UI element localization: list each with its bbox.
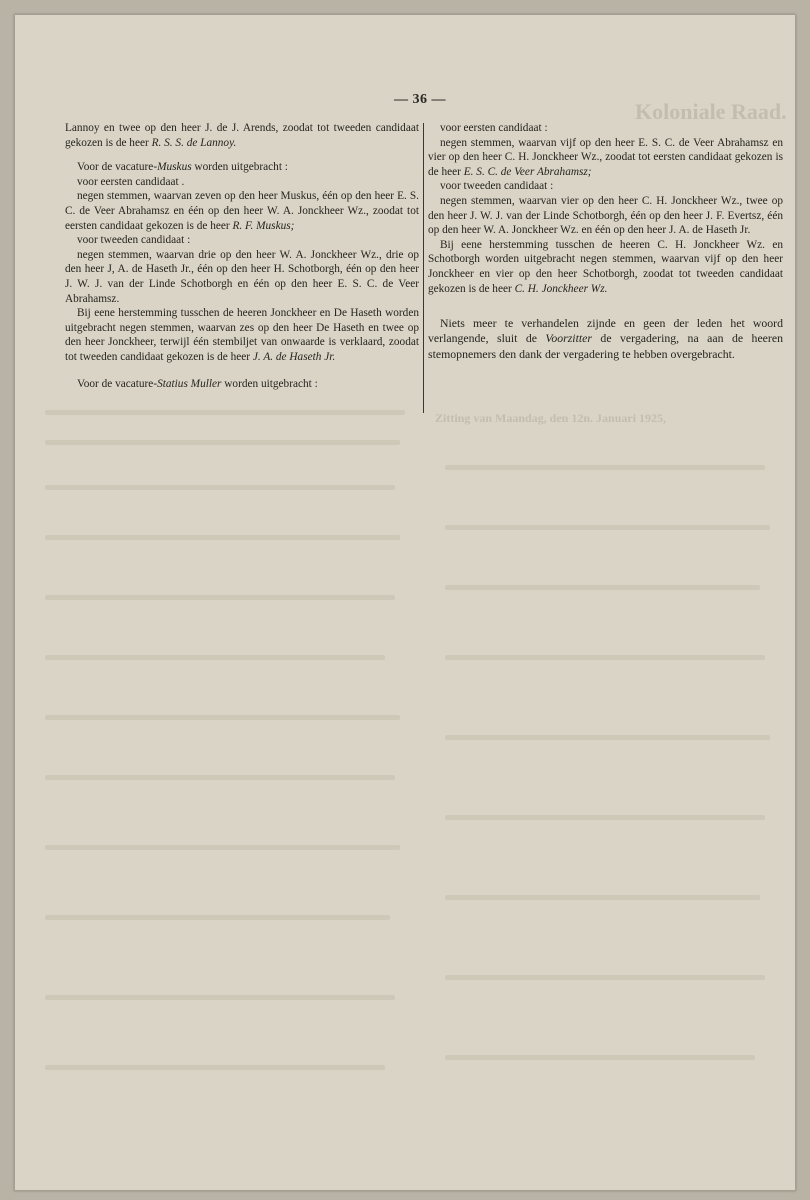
bleed-line	[45, 995, 395, 1000]
paragraph-closing: Niets meer te verhandelen zijnde en geen der leden het woord verlangende, sluit de Voorzitter de vergadering, na aan de heeren stemopnemers den dank der vergadering te hebben overgebracht.	[428, 316, 783, 361]
bleed-line	[45, 410, 405, 415]
bleed-line	[45, 485, 395, 490]
document-page	[14, 14, 796, 1191]
bleed-line	[45, 715, 400, 720]
bleed-line	[445, 585, 760, 590]
paragraph-muskus-votes: negen stemmen, waarvan zeven op den heer Muskus, één op den heer E. S. C. de Veer Abrahamsz en één op den heer W. A. Jonckheer Wz., zoodat tot eersten candidaat gekozen is de heer R. F. Muskus;	[65, 190, 419, 232]
page-number: — 36 —	[394, 92, 446, 107]
right-column	[428, 121, 783, 362]
left-column	[65, 121, 419, 391]
bleed-line	[445, 735, 770, 740]
bleed-line	[45, 440, 400, 445]
paragraph-vacature-statius-muller: Voor de vacature-Statius Muller worden uitgebracht :	[77, 377, 318, 390]
bleed-line	[445, 525, 770, 530]
paragraph-second-candidate-votes: negen stemmen, waarvan drie op den heer W. A. Jonckheer Wz., drie op den heer J, A. de Haseth Jr., één op den heer H. Schotborgh, één op den heer J. W. J. van der Linde Schotborgh en één op den heer E. S. C. de Veer Abrahamsz.	[65, 248, 419, 305]
paragraph-second-candidate-label: voor tweeden candidaat :	[77, 234, 191, 247]
bleed-through-title: Koloniale Raad.	[635, 99, 787, 124]
bleed-line	[445, 655, 765, 660]
paragraph-right-second-candidate-label: voor tweeden candidaat :	[440, 180, 554, 193]
paragraph-herstemming-jonckheer: Bij eene herstemming tusschen de heeren C. H. Jonckheer Wz. en Schotborgh worden uitgebracht negen stemmen, waarvan vijf op den heer Jonckheer en vier op den heer Schotborgh, zoodat tot tweeden candidaat gekozen is de heer C. H. Jonckheer Wz.	[428, 238, 783, 295]
paragraph-vacature-muskus: Voor de vacature-Muskus worden uitgebracht :	[77, 161, 288, 174]
paragraph-right-second-candidate-votes: negen stemmen, waarvan vier op den heer C. H. Jonckheer Wz., twee op den heer J. W. J. van der Linde Schotborgh, één op den heer J. F. Evertsz, één op den heer W. A. Jonckheer Wz. en één op den heer J. A. de Haseth Jr.	[428, 194, 783, 237]
paragraph-de-veer-votes: negen stemmen, waarvan vijf op den heer E. S. C. de Veer Abrahamsz en vier op den heer C. H. Jonckheer Wz., zoodat tot eersten candidaat gekozen is de heer E. S. C. de Veer Abrahamsz;	[428, 136, 783, 178]
bleed-line	[45, 915, 390, 920]
bleed-line	[45, 775, 395, 780]
column-divider	[423, 123, 424, 413]
bleed-line	[45, 655, 385, 660]
bleed-through-subtitle: Zitting van Maandag, den 12n. Januari 1925,	[435, 411, 667, 425]
bleed-line	[45, 595, 395, 600]
paragraph-herstemming-haseth: Bij eene herstemming tusschen de heeren Jonckheer en De Haseth worden uitgebracht negen stemmen, waarvan zes op den heer De Haseth en twee op den heer Jonckheer, terwijl één stembiljet van onwaarde is verklaard, zoodat tot tweeden candidaat gekozen is de heer J. A. de Haseth Jr.	[65, 307, 419, 363]
bleed-line	[445, 895, 760, 900]
bleed-line	[445, 1055, 755, 1060]
bleed-line	[45, 845, 400, 850]
bleed-line	[445, 815, 765, 820]
bleed-line	[445, 465, 765, 470]
bleed-line	[45, 535, 400, 540]
bleed-line	[45, 1065, 385, 1070]
paragraph-right-first-candidate-label: voor eersten candidaat :	[440, 122, 548, 134]
paragraph-lannoy-result: Lannoy en twee op den heer J. de J. Arends, zoodat tot tweeden candidaat gekozen is de heer R. S. S. de Lannoy.	[65, 122, 419, 149]
bleed-line	[445, 975, 765, 980]
paragraph-first-candidate-label: voor eersten candidaat .	[77, 175, 185, 188]
